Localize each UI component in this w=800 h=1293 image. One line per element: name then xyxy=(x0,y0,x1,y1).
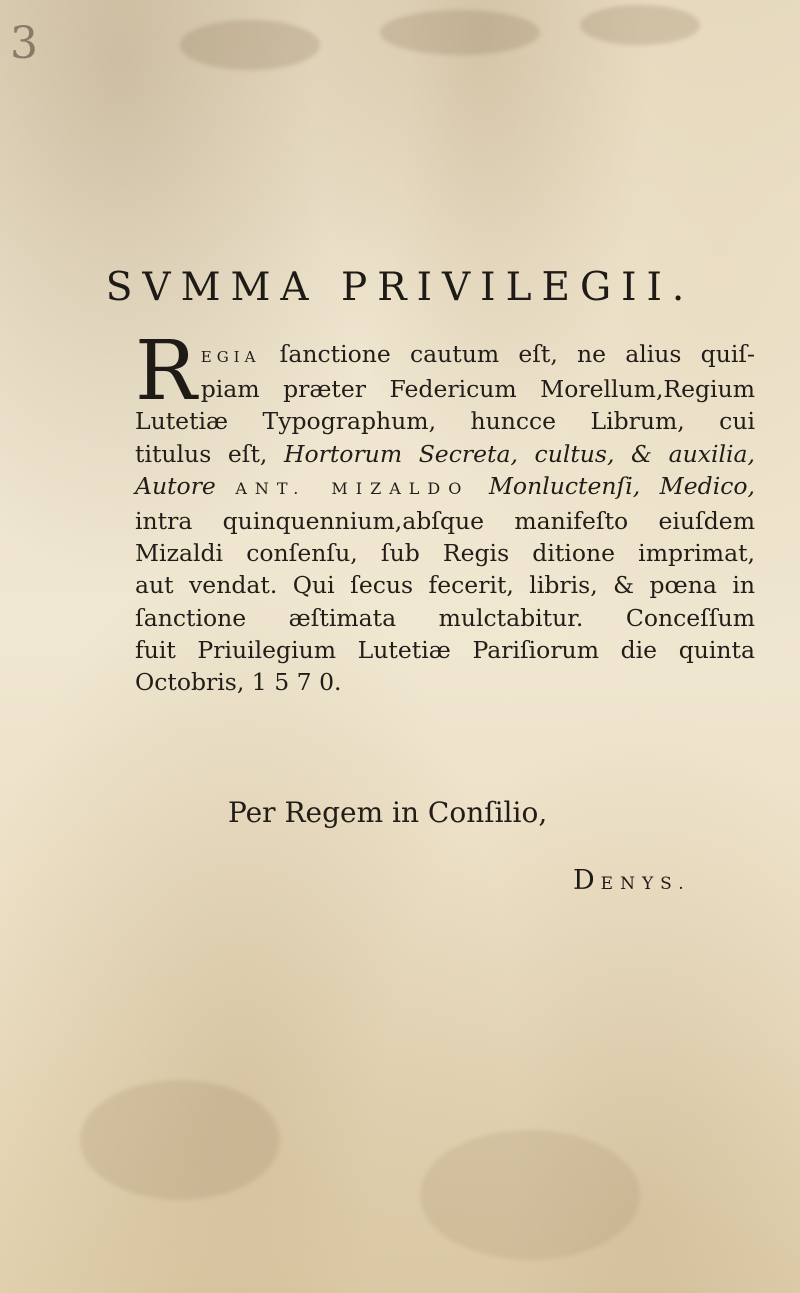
paper-stain xyxy=(580,5,700,45)
text-line-9: ſanctione æſtimata mulctabitur. Conceſſum xyxy=(135,603,755,632)
signature-rest: ENYS. xyxy=(600,874,691,894)
text-line-3: Lutetiæ Typographum, huncce Librum, cui xyxy=(135,407,755,436)
text-line-6: intra quinquennium,abſque manifeſto eiuſdem xyxy=(135,507,755,536)
paper-stain xyxy=(180,20,320,70)
drop-cap: R xyxy=(135,324,197,419)
page-signature-mark: 3 xyxy=(10,18,38,69)
per-regem-line: Per Regem in Conſilio, xyxy=(228,796,548,829)
paper-stain xyxy=(380,10,540,55)
page-title: SVMMA PRIVILEGII. xyxy=(105,265,695,310)
paper-stain xyxy=(420,1130,640,1260)
text-line-5: Autore ANT. MIZALDO Monluctenſi, Medico, xyxy=(135,471,755,500)
text-line-2: piam præter Federicum Morellum,Regium xyxy=(200,375,755,404)
text-line-8: aut vendat. Qui ſecus fecerit, libris, & pœna in xyxy=(135,571,755,600)
signature xyxy=(573,865,691,896)
text-line-1: EGIA ſanctione cautum eſt, ne alius quiſ- xyxy=(200,340,755,368)
signature-initial: D xyxy=(573,865,601,896)
privilege-paragraph xyxy=(135,324,755,698)
text-line-10: fuit Priuilegium Lutetiæ Pariſiorum die quinta xyxy=(135,635,755,664)
text-line-7: Mizaldi conſenſu, ſub Regis ditione imprimat, xyxy=(135,539,755,568)
text-line-11: Octobris, 1 5 7 0. xyxy=(135,668,342,697)
paper-stain xyxy=(80,1080,280,1200)
text-line-4: titulus eſt, Hortorum Secreta, cultus, & auxilia, xyxy=(135,439,755,468)
